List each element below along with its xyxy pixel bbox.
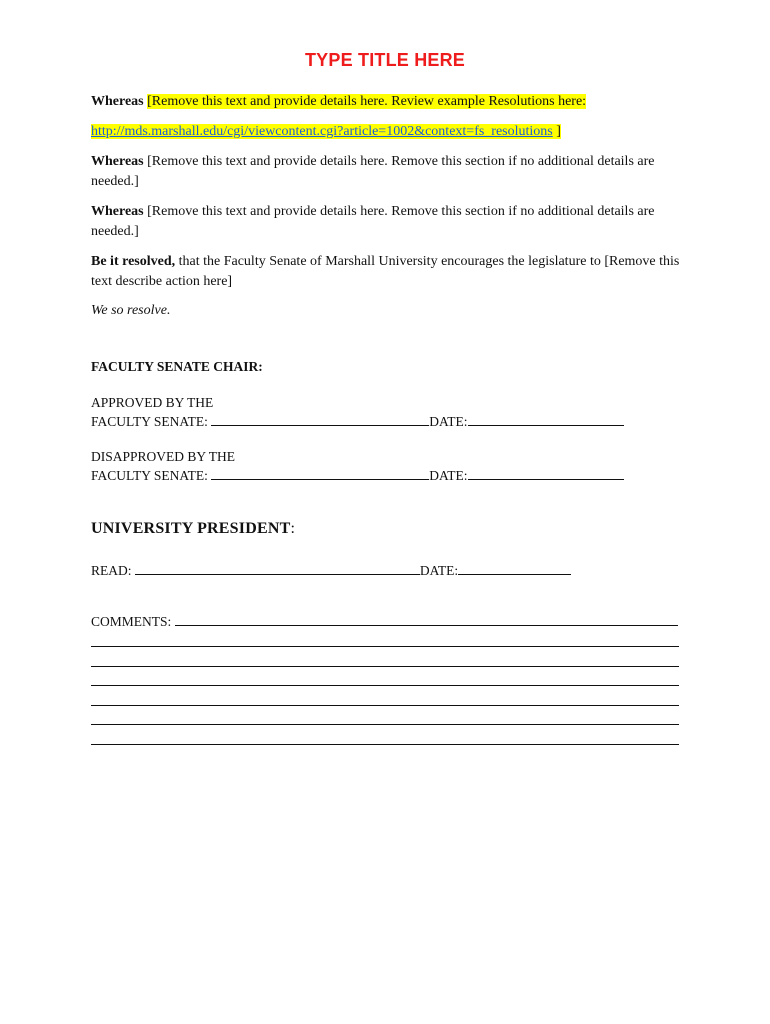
comments-label: COMMENTS: — [91, 614, 172, 629]
comments-first-line[interactable] — [175, 611, 678, 626]
comment-line[interactable] — [91, 744, 679, 745]
senate-chair-heading: FACULTY SENATE CHAIR: — [91, 359, 263, 374]
approved-signature-line[interactable] — [211, 411, 429, 426]
whereas-1-close: ] — [552, 124, 561, 139]
resolved-paragraph — [91, 252, 686, 292]
read-row — [91, 560, 571, 580]
whereas-label: Whereas — [91, 154, 144, 169]
comment-line[interactable] — [91, 685, 679, 686]
resolutions-link-line — [91, 122, 691, 142]
read-signature-line[interactable] — [135, 560, 420, 575]
approved-label-line1: APPROVED BY THE — [91, 395, 214, 410]
approved-date-line[interactable] — [468, 411, 624, 426]
document-title: TYPE TITLE HERE — [304, 50, 466, 70]
whereas-paragraph-3 — [91, 202, 676, 242]
comment-line[interactable] — [91, 646, 679, 647]
we-so-resolve: We so resolve. — [91, 303, 171, 318]
disapproved-signature-line[interactable] — [211, 465, 429, 480]
disapproved-date-line[interactable] — [468, 465, 624, 480]
president-heading-colon: : — [290, 520, 296, 537]
read-label: READ: — [91, 563, 132, 578]
comments-row — [91, 611, 678, 631]
disapproved-label-line1: DISAPPROVED BY THE — [91, 449, 236, 464]
whereas-2-text: [Remove this text and provide details here. Remove this section if no additional details are needed.] — [91, 154, 655, 189]
whereas-label: Whereas — [91, 204, 144, 219]
comment-line[interactable] — [91, 666, 679, 667]
whereas-3-text: [Remove this text and provide details here. Remove this section if no additional details are needed.] — [91, 204, 655, 239]
disapproved-date-label: DATE: — [429, 468, 468, 483]
resolved-text: that the Faculty Senate of Marshall University encourages the legislature to [Remove this text describe action here] — [91, 254, 680, 289]
read-date-line[interactable] — [458, 560, 571, 575]
whereas-1-text: [Remove this text and provide details here. Review example Resolutions here: — [147, 94, 587, 109]
comment-line[interactable] — [91, 724, 679, 725]
approved-label-line2: FACULTY SENATE: — [91, 414, 208, 429]
president-heading — [91, 520, 295, 538]
approved-signature-row — [91, 411, 624, 431]
president-heading-text: UNIVERSITY PRESIDENT — [91, 520, 291, 537]
disapproved-signature-row — [91, 465, 624, 485]
whereas-paragraph-2 — [91, 152, 676, 192]
resolutions-link[interactable]: http://mds.marshall.edu/cgi/viewcontent.cgi?article=1002&context=fs_resolutions — [91, 124, 553, 139]
whereas-paragraph-1 — [91, 92, 691, 112]
comment-line[interactable] — [91, 705, 679, 706]
disapproved-label-line2: FACULTY SENATE: — [91, 468, 208, 483]
read-date-label: DATE: — [419, 563, 459, 578]
whereas-label: Whereas — [91, 94, 144, 109]
approved-date-label: DATE: — [429, 414, 468, 429]
resolved-label: Be it resolved, — [91, 254, 176, 269]
